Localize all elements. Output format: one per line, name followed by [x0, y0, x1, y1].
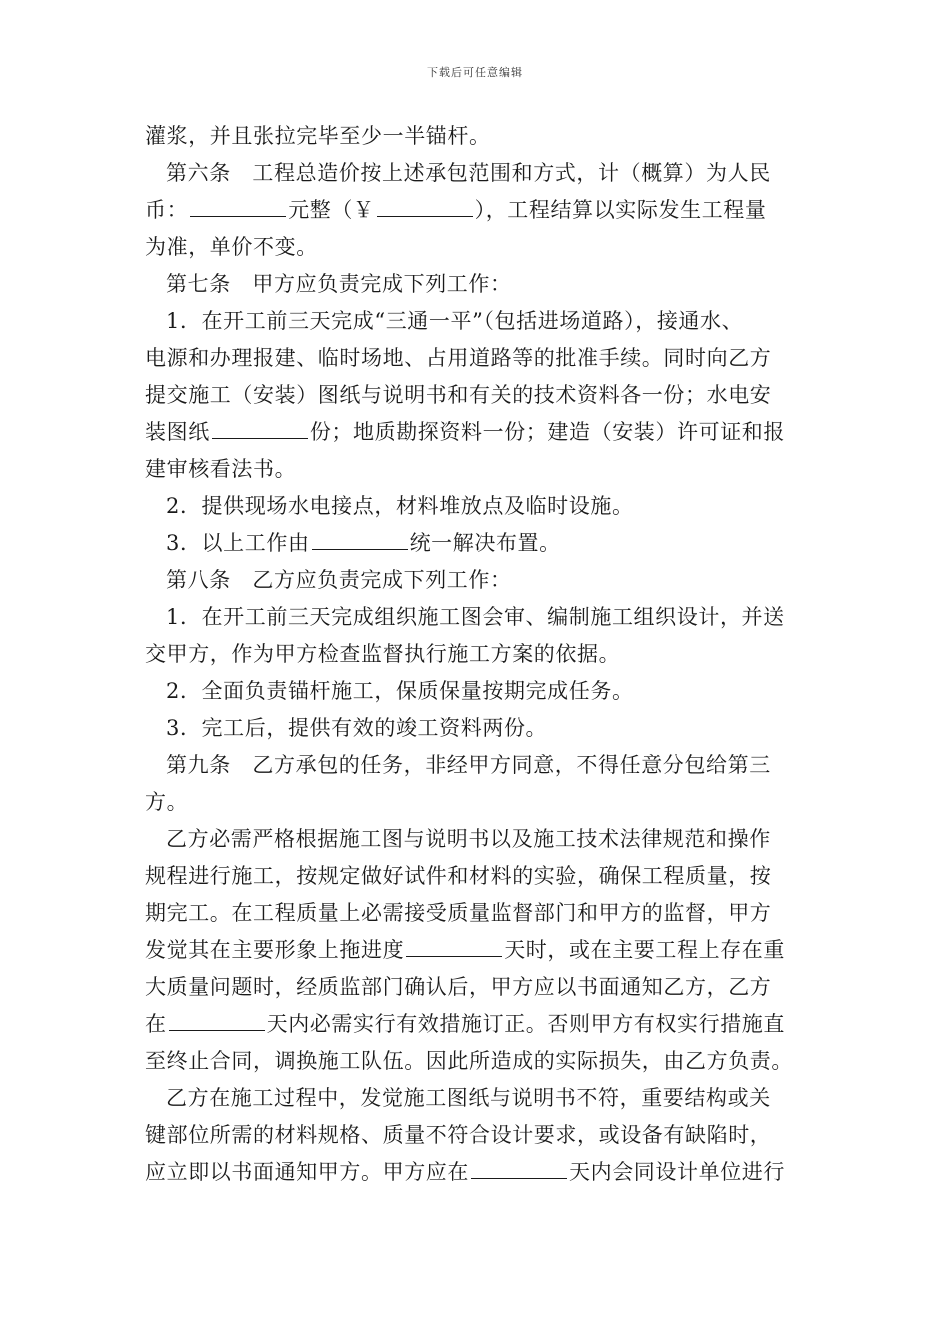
blank-delay-days-field[interactable] — [406, 936, 502, 957]
blank-correction-days-field[interactable] — [169, 1010, 265, 1031]
text-segment: 交甲方，作为甲方检查监督执行施工方案的依据。 — [145, 642, 621, 666]
text-segment: 乙方在施工过程中，发觉施工图纸与说明书不符，重要结构或关 — [166, 1086, 771, 1110]
article-8 — [145, 562, 810, 599]
blank-drawings-count-field[interactable] — [212, 418, 308, 439]
paragraph-quality-2 — [145, 1080, 810, 1117]
line-1 — [145, 118, 810, 155]
article-7 — [145, 266, 810, 303]
line-29 — [145, 1154, 810, 1191]
article-8-item-1 — [145, 599, 810, 636]
line-28 — [145, 1117, 810, 1154]
text-segment: 2．全面负责锚杆施工，保质保量按期完成任务。 — [166, 679, 634, 703]
article-6 — [145, 155, 810, 192]
text-segment: 装图纸 — [145, 420, 210, 444]
text-segment: 大质量问题时，经质监部门确认后，甲方应以书面通知乙方，乙方 — [145, 975, 772, 999]
text-segment: 键部位所需的材料规格、质量不符合设计要求，或设备有缺陷时， — [145, 1123, 772, 1147]
article-9 — [145, 747, 810, 784]
text-segment: 1．在开工前三天完成“三通一平”（包括进场道路），接通水、 — [166, 309, 744, 333]
text-segment: 2．提供现场水电接点，材料堆放点及临时设施。 — [166, 494, 634, 518]
text-segment: 第六条 工程总造价按上述承包范围和方式，计（概算）为人民 — [166, 161, 771, 185]
article-8-item-2 — [145, 673, 810, 710]
article-7-item-3 — [145, 525, 810, 562]
line-15 — [145, 636, 810, 673]
text-segment: 应立即以书面通知甲方。甲方应在 — [145, 1160, 469, 1184]
blank-amount-field[interactable] — [190, 196, 286, 217]
line-26 — [145, 1043, 810, 1080]
article-7-item-1 — [145, 303, 810, 340]
text-segment: 建审核看法书。 — [145, 457, 297, 481]
line-8 — [145, 377, 810, 414]
line-9 — [145, 414, 810, 451]
text-segment: 发觉其在主要形象上拖进度 — [145, 938, 405, 962]
text-segment: 元整（￥ — [288, 198, 375, 222]
text-segment: 币： — [145, 198, 189, 222]
text-segment: 3．完工后，提供有效的竣工资料两份。 — [166, 716, 548, 740]
text-segment: 1．在开工前三天完成组织施工图会审、编制施工组织设计，并送 — [166, 605, 785, 629]
text-segment: 在 — [145, 1012, 167, 1036]
text-segment: 乙方必需严格根据施工图与说明书以及施工技术法律规范和操作 — [166, 827, 771, 851]
text-segment: 规程进行施工，按规定做好试件和材料的实验，确保工程质量，按 — [145, 864, 772, 888]
text-segment: 期完工。在工程质量上必需接受质量监督部门和甲方的监督，甲方 — [145, 901, 772, 925]
text-segment: 提交施工（安装）图纸与说明书和有关的技术资料各一份；水电安 — [145, 383, 772, 407]
text-segment: 天内必需实行有效措施订正。否则甲方有权实行措施直 — [266, 1012, 786, 1036]
line-22 — [145, 895, 810, 932]
blank-response-days-field[interactable] — [471, 1158, 567, 1179]
line-3 — [145, 192, 810, 229]
line-19 — [145, 784, 810, 821]
text-segment: 为准，单价不变。 — [145, 235, 318, 259]
line-4 — [145, 229, 810, 266]
text-segment: ），工程结算以实际发生工程量 — [474, 198, 767, 222]
line-24 — [145, 969, 810, 1006]
text-segment: 方。 — [145, 790, 189, 814]
text-segment: 天时，或在主要工程上存在重 — [504, 938, 786, 962]
text-segment: 3．以上工作由 — [166, 531, 310, 555]
text-segment: 灌浆，并且张拉完毕至少一半锚杆。 — [145, 124, 491, 148]
text-segment: 第八条 乙方应负责完成下列工作： — [166, 568, 512, 592]
text-segment: 第七条 甲方应负责完成下列工作： — [166, 272, 512, 296]
paragraph-quality-1 — [145, 821, 810, 858]
page-header: 下载后可任意编辑 — [427, 66, 523, 79]
article-8-item-3 — [145, 710, 810, 747]
contract-body — [145, 118, 810, 1191]
text-segment: 第九条 乙方承包的任务，非经甲方同意，不得任意分包给第三 — [166, 753, 771, 777]
text-segment: 至终止合同，调换施工队伍。因此所造成的实际损失，由乙方负责。 — [145, 1049, 793, 1073]
line-10 — [145, 451, 810, 488]
text-segment: 电源和办理报建、临时场地、占用道路等的批准手续。同时向乙方 — [145, 346, 772, 370]
line-21 — [145, 858, 810, 895]
blank-responsible-party-field[interactable] — [312, 529, 408, 550]
text-segment: 天内会同设计单位进行 — [569, 1160, 785, 1184]
article-7-item-2 — [145, 488, 810, 525]
line-23 — [145, 932, 810, 969]
text-segment: 份；地质勘探资料一份；建造（安装）许可证和报 — [309, 420, 786, 444]
line-25 — [145, 1006, 810, 1043]
blank-yuan-field[interactable] — [377, 196, 473, 217]
text-segment: 统一解决布置。 — [409, 531, 561, 555]
line-7 — [145, 340, 810, 377]
